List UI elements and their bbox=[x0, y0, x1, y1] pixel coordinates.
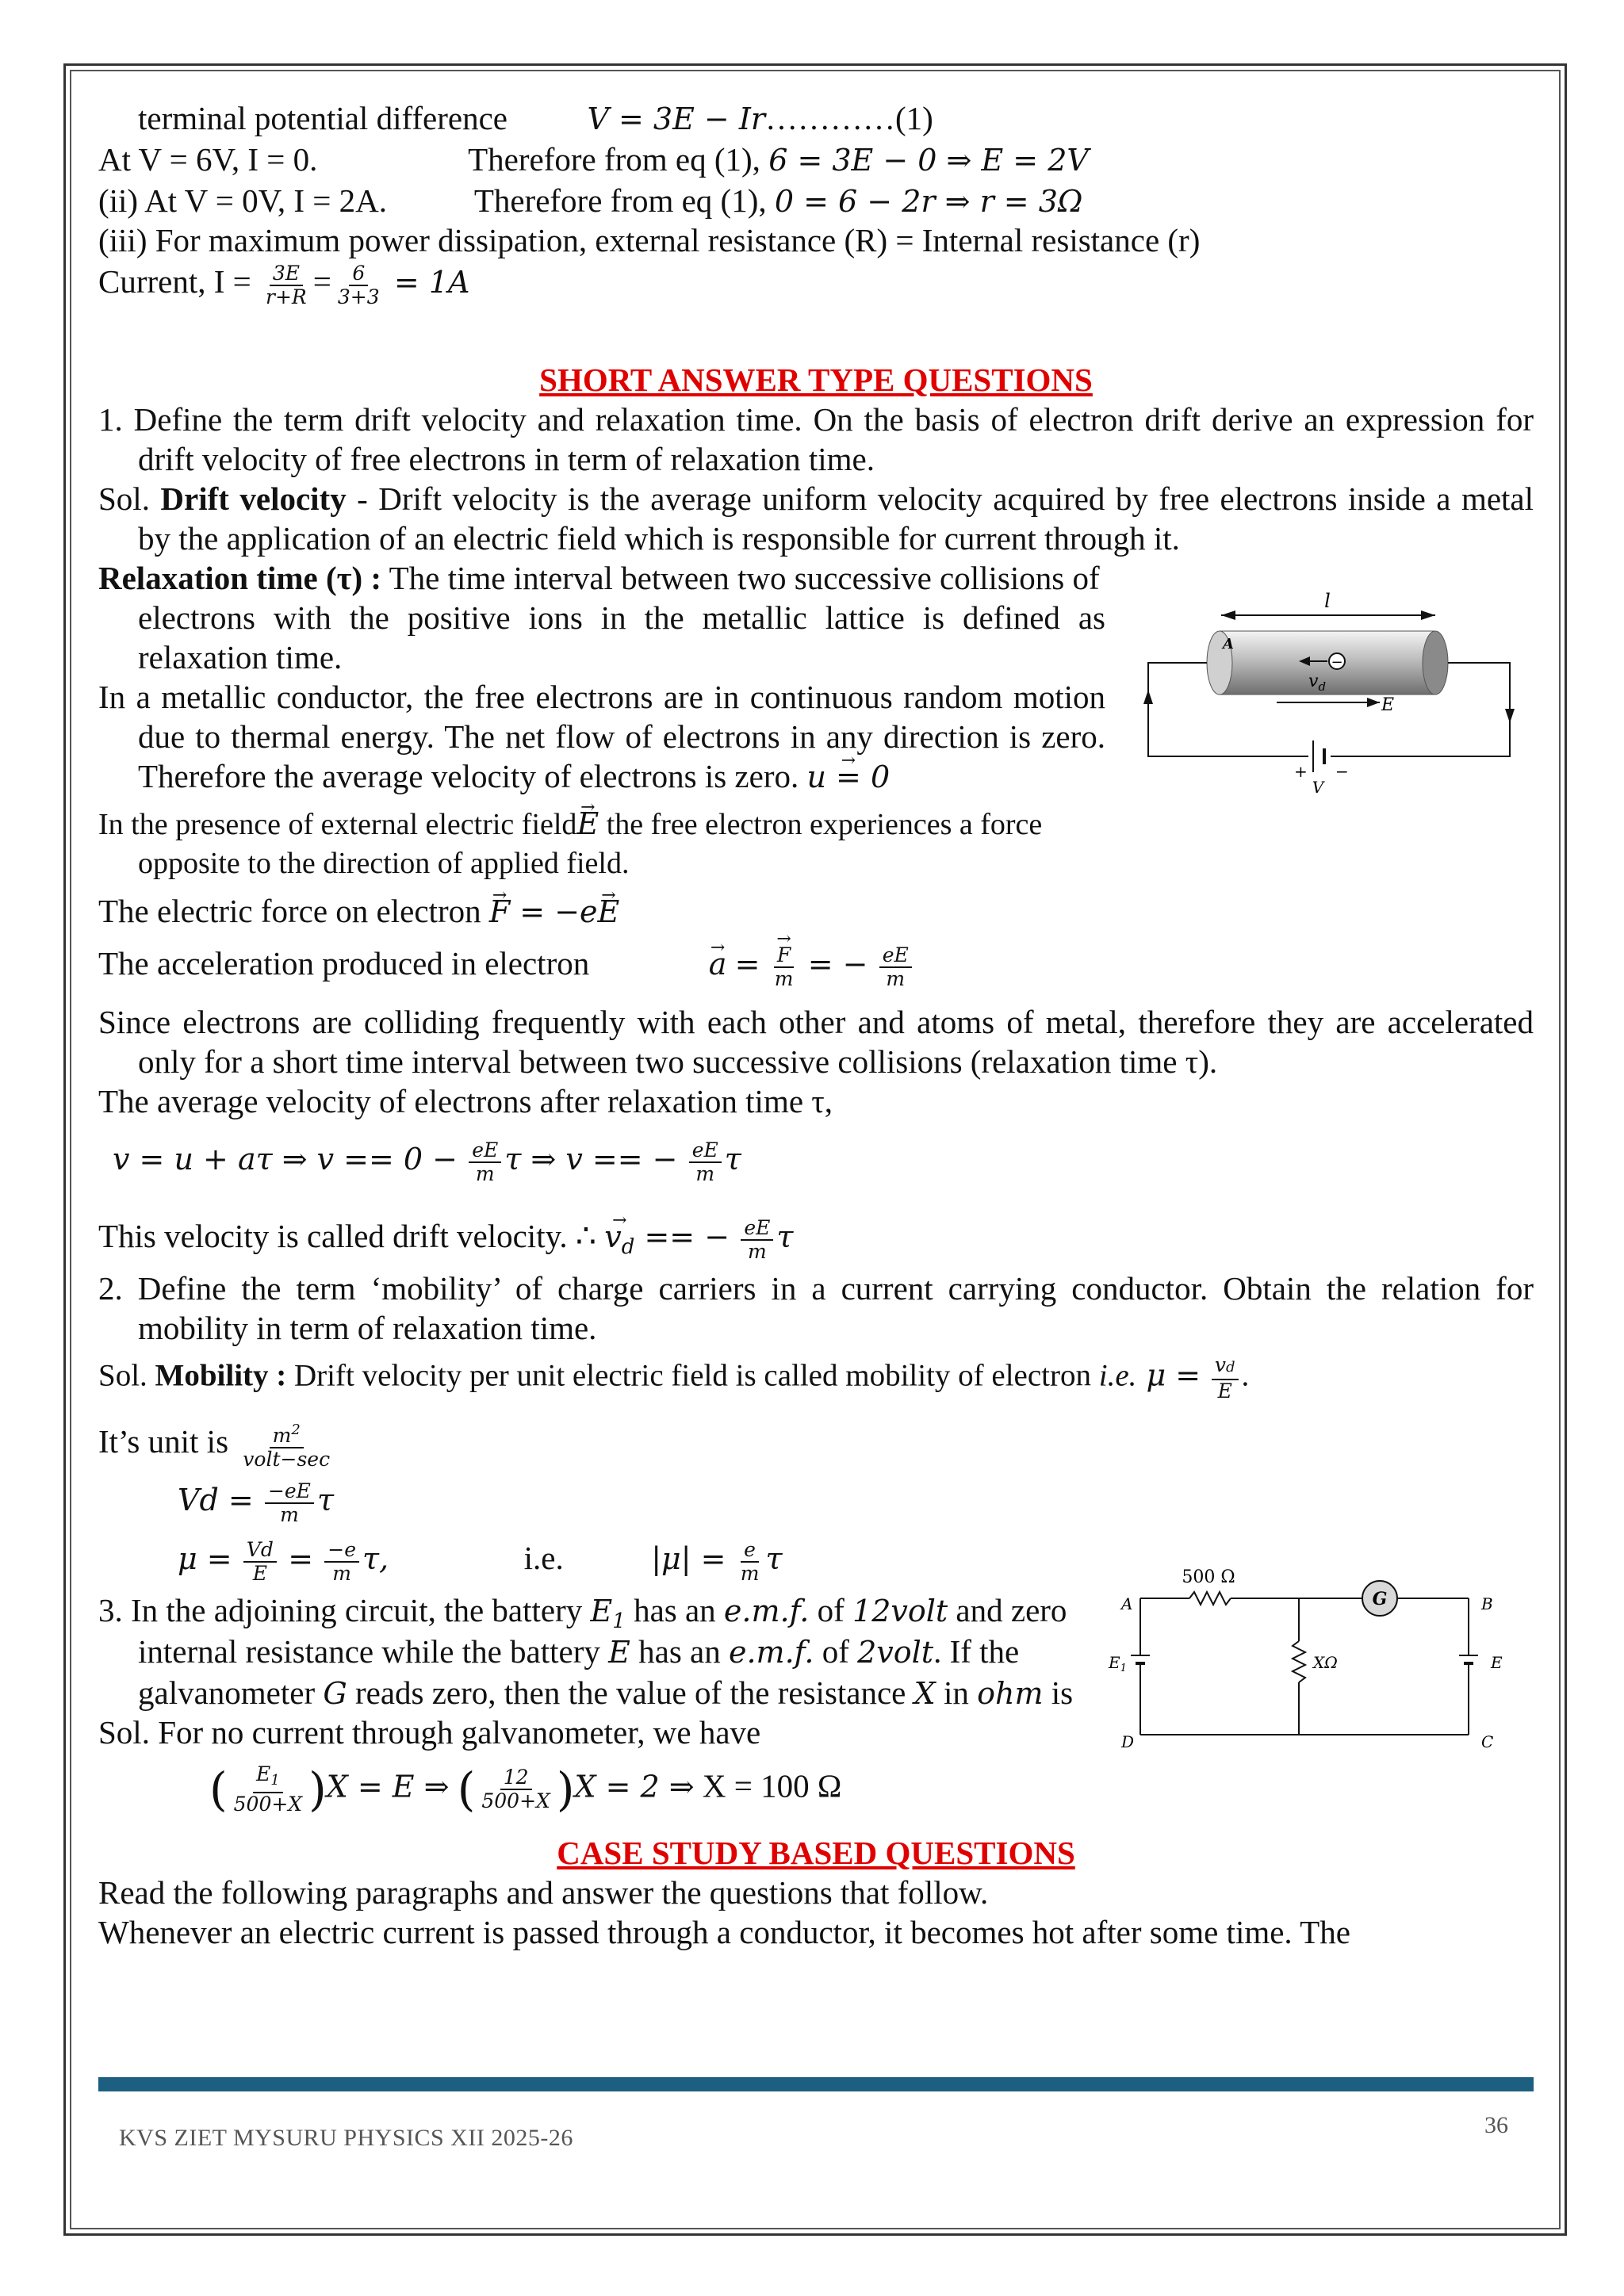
condition-1-eq: 6 = 3E − 0 ⇒ E = 2V bbox=[768, 143, 1089, 178]
case-study-heading: CASE STUDY BASED QUESTIONS bbox=[557, 1835, 1075, 1871]
frac-den: 3+3 bbox=[337, 285, 380, 308]
frac-num: eE bbox=[689, 1139, 722, 1163]
unit-fraction bbox=[239, 1419, 333, 1471]
acc-fraction-2 bbox=[879, 944, 912, 990]
sol3-fraction-1 bbox=[231, 1763, 305, 1816]
E-symbol: E bbox=[590, 1594, 613, 1628]
field-text-b: the free electron experiences a force bbox=[599, 808, 1043, 841]
drift-eq-tau: τ bbox=[776, 1219, 794, 1254]
acc-fraction-1 bbox=[772, 944, 797, 990]
mu-tau: τ bbox=[765, 1541, 783, 1576]
node-a-label: A bbox=[1121, 1594, 1133, 1613]
drift-velocity-term: Drift velocity bbox=[160, 480, 347, 517]
mu-lhs: μ = bbox=[178, 1541, 232, 1576]
E-symbol: E bbox=[608, 1635, 630, 1670]
mu-fraction-2 bbox=[324, 1539, 359, 1585]
metal-line-2: due to thermal energy. The net flow of electrons in any direction is zero. bbox=[138, 718, 1105, 755]
subscript-1: 1 bbox=[270, 1772, 280, 1789]
frac-den: m bbox=[280, 1502, 299, 1526]
frac-den: m bbox=[332, 1561, 352, 1585]
vd-equation bbox=[178, 1479, 334, 1526]
footer-text: KVS ZIET MYSURU PHYSICS XII 2025-26 bbox=[119, 2125, 573, 2151]
frac-num: eE bbox=[879, 944, 912, 968]
field-vector: → E bbox=[576, 804, 599, 844]
length-arrow-left bbox=[1221, 610, 1235, 620]
conductor-cylinder bbox=[1220, 631, 1435, 695]
E-symbol: E bbox=[1109, 1653, 1120, 1672]
q3-text-d: and zero bbox=[948, 1592, 1067, 1628]
frac-den: m bbox=[740, 1561, 760, 1585]
v-symbol: v bbox=[1214, 1353, 1226, 1376]
relaxation-line-2: electrons with the positive ions in the metallic lattice is defined as bbox=[138, 599, 1105, 636]
sol-label: Sol. bbox=[98, 480, 150, 517]
page-number: 36 bbox=[1484, 2112, 1508, 2138]
d-subscript: d bbox=[1318, 679, 1327, 694]
condition-1-left: At V = 6V, I = 0. bbox=[98, 141, 318, 178]
current-label: Current, I = bbox=[98, 263, 251, 300]
current-fraction-1 bbox=[262, 262, 310, 308]
metal-line-1: In a metallic conductor, the free electrons are in continuous random motion bbox=[98, 679, 1105, 715]
frac-num bbox=[270, 1419, 304, 1448]
drift-called-text: This velocity is called drift velocity. ∴ bbox=[98, 1218, 597, 1254]
frac-num: 3E bbox=[270, 262, 303, 286]
drift-fraction bbox=[741, 1217, 773, 1263]
collision-line-1: Since electrons are colliding frequently with each other and atoms of metal, therefore they are accelerated bbox=[98, 1004, 1534, 1040]
battery-gap bbox=[1308, 744, 1331, 769]
E-symbol: E bbox=[256, 1762, 271, 1785]
max-power-line: (iii) For maximum power dissipation, external resistance (R) = Internal resistance (r) bbox=[98, 222, 1201, 258]
mu-symbol: μ = bbox=[1136, 1357, 1201, 1393]
drift-velocity-symbol bbox=[604, 1217, 634, 1267]
metal-line-3-text: Therefore the average velocity of electrons is zero. bbox=[138, 758, 799, 794]
mu-fraction-3 bbox=[737, 1539, 763, 1585]
relaxation-term: Relaxation time (τ) : bbox=[98, 560, 382, 596]
avg-velocity-label: The average velocity of electrons after relaxation time τ, bbox=[98, 1083, 833, 1119]
drift-eq: == − bbox=[634, 1219, 730, 1254]
short-answer-heading: SHORT ANSWER TYPE QUESTIONS bbox=[539, 362, 1093, 398]
subscript-1: 1 bbox=[612, 1609, 626, 1633]
current-arrow-right bbox=[1505, 709, 1515, 723]
sol3-fraction-2 bbox=[478, 1766, 553, 1812]
drift-velocity-line-2: by the application of an electric field which is responsible for current through it. bbox=[138, 520, 1180, 557]
v-symbol: v bbox=[1308, 672, 1319, 691]
frac-den: volt−sec bbox=[243, 1448, 331, 1471]
velocity-fraction-2 bbox=[689, 1139, 722, 1185]
battery-minus: − bbox=[1335, 762, 1349, 781]
unit-label: It’s unit is bbox=[98, 1422, 229, 1460]
resistor-500-label: 500 Ω bbox=[1182, 1568, 1235, 1587]
frac-num: 12 bbox=[500, 1766, 532, 1790]
vd-lhs: Vd = bbox=[178, 1483, 254, 1517]
frac-num: e bbox=[741, 1539, 759, 1563]
length-label: l bbox=[1324, 590, 1331, 612]
frac-num: −eE bbox=[265, 1480, 314, 1504]
emf-value-12: 12volt bbox=[852, 1594, 948, 1628]
galvanometer-circuit-figure bbox=[1102, 1568, 1515, 1766]
field-text-a: In the presence of external electric field bbox=[98, 808, 577, 841]
resistor-x-label: XΩ bbox=[1313, 1653, 1338, 1672]
q3-text-c: of bbox=[814, 1633, 858, 1670]
frac-num: Vd bbox=[243, 1539, 277, 1563]
zero-velocity-eq: → u = 0 bbox=[806, 757, 890, 797]
q2-line-1: 2. Define the term ‘mobility’ of charge carriers in a current carrying conductor. Obtain the relation for bbox=[98, 1270, 1534, 1307]
sol3-end: X = 2 ⇒ bbox=[574, 1769, 695, 1804]
battery-e-label: E bbox=[1491, 1653, 1503, 1672]
electron-sign: − bbox=[1331, 654, 1343, 671]
mobility-term: Mobility : bbox=[155, 1358, 287, 1393]
terminal-pd-label: terminal potential difference bbox=[138, 100, 508, 136]
condition-line-1 bbox=[98, 140, 1089, 180]
frac-num: −e bbox=[324, 1539, 359, 1563]
vd-tau: τ bbox=[316, 1483, 334, 1517]
conductor-drift-figure bbox=[1134, 587, 1530, 801]
q3-text-b: reads zero, then the value of the resistance bbox=[347, 1674, 914, 1711]
frac-num: eE bbox=[469, 1139, 501, 1163]
drift-velocity-line-1 bbox=[98, 479, 1534, 519]
ie-text: i.e. bbox=[523, 1540, 564, 1576]
sol-label: Sol. bbox=[98, 1358, 147, 1393]
q3-text-b: has an bbox=[625, 1592, 724, 1628]
sol3-equation: ( $\frac{E_1}{500+X}$ )X = E ⇒ ( $\frac{12}{500+X}$ )X = 2 ⇒ X = 100 Ω bbox=[209, 1762, 842, 1816]
unit-line bbox=[98, 1419, 336, 1471]
force-eq: = −e bbox=[510, 894, 598, 929]
mu-abs: |μ| = bbox=[651, 1541, 726, 1576]
field-arrow-head bbox=[1367, 698, 1380, 707]
condition-line-2 bbox=[98, 181, 1082, 221]
current-fraction-2 bbox=[335, 262, 383, 308]
q1-line-1: 1. Define the term drift velocity and relaxation time. On the basis of electron drift derive an expression for bbox=[98, 401, 1534, 438]
frac-den: m bbox=[886, 966, 906, 990]
footer-bar bbox=[98, 2077, 1534, 2091]
ohm-text: ohm bbox=[977, 1676, 1044, 1711]
q3-text-a: internal resistance while the battery bbox=[138, 1633, 609, 1670]
velocity-fraction-1 bbox=[469, 1139, 501, 1185]
m-symbol: m bbox=[272, 1424, 292, 1447]
velocity-eq-part2: τ ⇒ v == − bbox=[504, 1142, 678, 1177]
condition-1-right: Therefore from eq (1), bbox=[468, 141, 760, 178]
q3-text-c: of bbox=[809, 1592, 853, 1628]
condition-2-left: (ii) At V = 0V, I = 2A. bbox=[98, 182, 388, 219]
sol3-result: X = 100 Ω bbox=[694, 1767, 842, 1804]
drift-velocity-def: - Drift velocity is the average uniform velocity acquired by free electrons inside a metal bbox=[346, 480, 1534, 517]
E1-symbol bbox=[590, 1594, 626, 1633]
frac-den: 500+X bbox=[481, 1789, 550, 1812]
relaxation-line-1 bbox=[98, 558, 1100, 598]
G-symbol: G bbox=[323, 1676, 347, 1711]
battery-e1-label bbox=[1108, 1653, 1127, 1674]
frac-num: 6 bbox=[349, 262, 368, 286]
q3-text-c: in bbox=[935, 1674, 978, 1711]
current-arrow-left bbox=[1143, 690, 1153, 704]
superscript-2: 2 bbox=[291, 1422, 301, 1438]
q1-line-2: drift velocity of free electrons in term of relaxation time. bbox=[138, 441, 875, 477]
frac-num bbox=[1212, 1354, 1239, 1380]
emf-text: e.m.f. bbox=[728, 1635, 814, 1670]
terminal-pd-equation: V = 3E − Ir bbox=[587, 101, 766, 136]
ie-text: i.e. bbox=[1098, 1358, 1137, 1393]
force-label: The electric force on electron bbox=[98, 893, 481, 929]
length-arrow-right bbox=[1421, 610, 1435, 620]
eq1-marker: …………(1) bbox=[765, 100, 933, 136]
velocity-eq-part1: v = u + aτ ⇒ v == 0 − bbox=[113, 1142, 458, 1177]
frac-den: 500+X bbox=[233, 1793, 303, 1816]
subscript-1: 1 bbox=[1120, 1663, 1127, 1674]
velocity-eq-tau: τ bbox=[724, 1142, 741, 1177]
d-subscript: d bbox=[621, 1235, 635, 1259]
galvanometer-label: G bbox=[1372, 1589, 1388, 1609]
vd-fraction bbox=[265, 1480, 314, 1526]
force-vector: → F bbox=[489, 892, 510, 932]
current-result: = 1A bbox=[393, 265, 470, 300]
field-vector: → E bbox=[598, 892, 620, 932]
emf-value-2: 2volt bbox=[857, 1635, 934, 1670]
field-line-1 bbox=[98, 804, 1042, 844]
q3-line-2 bbox=[138, 1632, 1019, 1672]
acceleration-label: The acceleration produced in electron bbox=[98, 945, 590, 982]
mobility-def: Drift velocity per unit electric field is called mobility of electron bbox=[286, 1358, 1099, 1393]
collision-line-2: only for a short time interval between two successive collisions (relaxation time τ). bbox=[138, 1043, 1218, 1080]
q3-text-d: is bbox=[1043, 1674, 1074, 1711]
X-symbol: X bbox=[914, 1676, 936, 1711]
field-label: E bbox=[1381, 695, 1395, 715]
current-line: Current, I = $\frac{3E}{r+R}$ = $\frac{6}{3+3}$ = 1A bbox=[98, 261, 470, 308]
node-c-label: C bbox=[1481, 1732, 1494, 1751]
mu-equation: μ = $\frac{Vd}{E}$ = $\frac{-e}{m}$ τ, i.e. |μ| = $\frac{e}{m}$ τ bbox=[178, 1537, 783, 1585]
q3-text-b: has an bbox=[630, 1633, 729, 1670]
case-study-line-1: Read the following paragraphs and answer the questions that follow. bbox=[98, 1874, 989, 1911]
frac-den: E bbox=[1217, 1380, 1232, 1402]
field-line-2: opposite to the direction of applied field. bbox=[138, 847, 630, 880]
terminal-pd-line bbox=[138, 98, 933, 139]
frac-num: → F bbox=[774, 944, 794, 968]
frac-num bbox=[253, 1763, 283, 1793]
mu-fraction-1 bbox=[243, 1539, 277, 1585]
resistor-500 bbox=[1189, 1592, 1231, 1605]
v-symbol: v bbox=[604, 1219, 622, 1254]
mu-tail: τ, bbox=[362, 1541, 389, 1576]
force-line bbox=[98, 891, 619, 932]
mobility-fraction bbox=[1212, 1354, 1239, 1402]
frac-den: r+R bbox=[266, 285, 307, 308]
frac-num: eE bbox=[741, 1217, 773, 1241]
frac-den: m bbox=[695, 1161, 715, 1185]
acceleration-vector: → a bbox=[709, 944, 727, 984]
battery-plus: + bbox=[1294, 762, 1308, 781]
voltage-label: V bbox=[1312, 778, 1324, 797]
velocity-derivation bbox=[113, 1138, 741, 1185]
acceleration-line: The acceleration produced in electron → a = → $\frac{F}{m}$ = − $\frac{eE}{m}$ bbox=[98, 943, 915, 990]
sol3-mid: X = E ⇒ bbox=[326, 1769, 450, 1804]
frac-den: m bbox=[774, 966, 794, 990]
emf-text: e.m.f. bbox=[723, 1594, 810, 1628]
relaxation-line-3: relaxation time. bbox=[138, 639, 343, 675]
condition-2-right: Therefore from eq (1), bbox=[473, 182, 767, 219]
node-d-label: D bbox=[1121, 1732, 1135, 1751]
q3-text-a: 3. In the adjoining circuit, the battery bbox=[98, 1592, 583, 1628]
metal-line-3 bbox=[138, 756, 890, 797]
condition-2-eq: 0 = 6 − 2r ⇒ r = 3Ω bbox=[774, 184, 1083, 219]
frac-den: m bbox=[747, 1239, 767, 1263]
frac-den: E bbox=[252, 1561, 268, 1585]
resistor-x bbox=[1293, 1641, 1305, 1682]
node-b-label: B bbox=[1481, 1594, 1493, 1613]
q3-text-a: galvanometer bbox=[138, 1674, 324, 1711]
q3-line-3 bbox=[138, 1673, 1073, 1713]
area-label: A bbox=[1223, 636, 1234, 652]
case-study-line-2: Whenever an electric current is passed through a conductor, it becomes hot after some time. The bbox=[98, 1914, 1350, 1950]
sol3-line: Sol. For no current through galvanometer, we have bbox=[98, 1714, 761, 1751]
cylinder-far-end bbox=[1423, 631, 1448, 695]
mobility-definition: Sol. Mobility : Drift velocity per unit electric field is called mobility of electron i.e. μ = $\frac{vd}{E}$ . bbox=[98, 1353, 1250, 1402]
q2-line-2: mobility in term of relaxation time. bbox=[138, 1310, 597, 1346]
frac-den: m bbox=[475, 1161, 495, 1185]
drift-velocity-result bbox=[98, 1216, 793, 1267]
relaxation-def: The time interval between two successive collisions of bbox=[381, 560, 1100, 596]
d-subscript: d bbox=[1225, 1359, 1235, 1376]
q3-text-d: . If the bbox=[933, 1633, 1020, 1670]
